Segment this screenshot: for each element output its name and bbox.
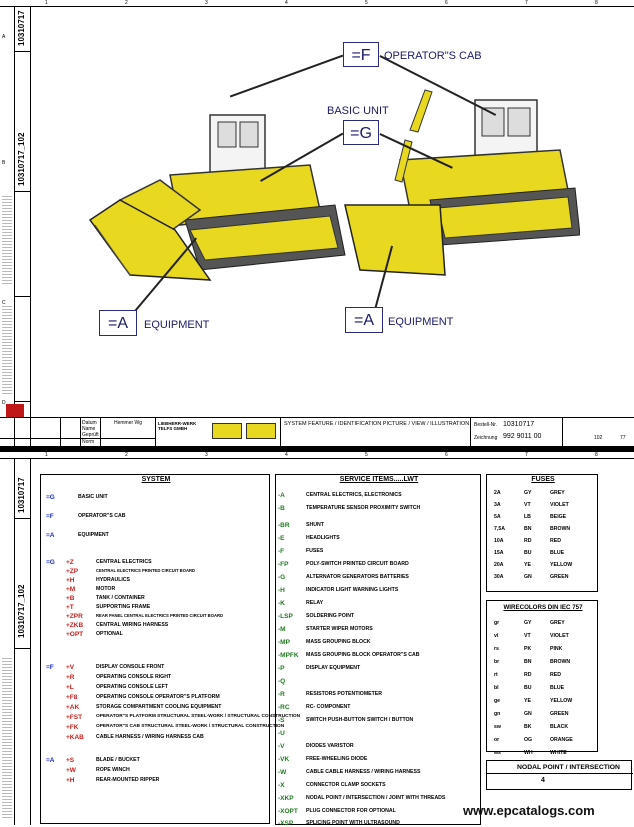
system-item: +F8 OPERATING CONSOLE OPERATOR"S PLATFORM: [66, 694, 220, 701]
service-item: -MPFK MASS GROUPING BLOCK OPERATOR"S CAB: [278, 652, 420, 659]
bestell-no: 10310717: [503, 421, 535, 428]
wirecolors-title: WIRECOLORS DIN IEC 757: [503, 604, 583, 611]
ruler-num: 2: [125, 452, 128, 458]
title-block: [0, 417, 634, 447]
service-item: -XKP NODAL POINT / INTERSECTION / JOINT WITH THREADS: [278, 795, 446, 802]
service-item: -XSP SPLICING POINT WITH ULTRASOUND: [278, 820, 400, 827]
service-item: -W CABLE CABLE HARNESS / WIRING HARNESS: [278, 769, 421, 776]
ruler-num: 5: [365, 452, 368, 458]
ruler-num: 7: [525, 0, 528, 6]
system-item: +L OPERATING CONSOLE LEFT: [66, 684, 168, 691]
wirecolor-row: sw BK BLACK: [494, 724, 569, 730]
wirecolor-rows: [494, 620, 594, 756]
system-item: +ZP CENTRAL ELECTRICS PRINTED CIRCUIT BOARD: [66, 568, 196, 575]
drawing-no-vertical: 10310717: [17, 477, 26, 513]
sheet-no: 102: [594, 435, 603, 441]
bestell-label: Bestell-Nr.: [474, 422, 498, 428]
g-code: =G: [46, 559, 55, 566]
margin-text: [2, 658, 12, 818]
system-item: +FST OPERATOR"S PLATFORM STRUCTURAL STEEL-WORK / STRUCTURAL CONSTRUCTION: [66, 714, 301, 721]
system-item: +AK STORAGE COMPARTMENT COOLING EQUIPMENT: [66, 704, 222, 711]
row-letter: C: [2, 300, 6, 306]
wirecolor-row: ge YE YELLOW: [494, 698, 573, 704]
a-code-box-left: =A: [99, 310, 137, 336]
nodal-value: 4: [541, 777, 545, 784]
watermark: www.epcatalogs.com: [463, 803, 595, 818]
basic-unit-label: BASIC UNIT: [327, 105, 389, 117]
wirecolor-row: br BN BROWN: [494, 659, 571, 665]
g-code-box: =G: [343, 120, 379, 145]
bottom-ruler: [0, 452, 634, 459]
service-item: -E HEADLIGHTS: [278, 535, 340, 542]
zeichnung-label: Zeichnung: [474, 435, 498, 441]
service-item: -S SWITCH PUSH-BUTTON SWITCH / BUTTON: [278, 717, 414, 724]
fuse-row: 10A RD RED: [494, 538, 561, 544]
service-item: -F FUSES: [278, 548, 324, 555]
fuse-row: 3A VT VIOLET: [494, 502, 569, 508]
ruler-num: 2: [125, 0, 128, 6]
ruler-num: 3: [205, 452, 208, 458]
wirecolor-row: rt RD RED: [494, 672, 561, 678]
wirecolor-row: gr GY GREY: [494, 620, 565, 626]
ruler-num: 4: [285, 0, 288, 6]
f-code: =F: [46, 664, 54, 671]
service-item: -BR SHUNT: [278, 522, 324, 529]
fuse-row: 20A YE YELLOW: [494, 562, 573, 568]
liebherr-logo-icon: [6, 404, 24, 418]
a-code: =A: [46, 757, 55, 764]
drawing-title: SYSTEM FEATURE / IDENTIFICATION PICTURE / VIEW / ILLUSTRATION: [284, 421, 470, 427]
fuse-row: 15A BU BLUE: [494, 550, 565, 556]
service-item: -A CENTRAL ELECTRICS, ELECTRONICS: [278, 492, 402, 499]
service-item: -VK FREE-WHEELING DIODE: [278, 756, 368, 763]
system-item: +S BLADE / BUCKET: [66, 757, 140, 764]
f-code-box: =F: [343, 42, 379, 67]
system-item: +OPT OPTIONAL: [66, 631, 123, 638]
service-title: SERVICE ITEMS.....LWT: [339, 476, 419, 483]
top-ruler: [0, 0, 634, 7]
system-item: +B TANK / CONTAINER: [66, 595, 145, 602]
wirecolor-row: rs PK PINK: [494, 646, 563, 652]
liebherr-name: LIEBHERR-WERK TELFS GMBH: [158, 421, 197, 431]
system-item: +H REAR-MOUNTED RIPPER: [66, 777, 160, 784]
fuses-rows: [494, 490, 594, 590]
ruler-num: 8: [595, 452, 598, 458]
author: Hemmer Wg: [114, 420, 143, 426]
ruler-num: 7: [525, 452, 528, 458]
fuses-title: FUSES: [531, 476, 555, 483]
system-item: +KAB CABLE HARNESS / WIRING HARNESS CAB: [66, 734, 204, 741]
service-item: -K RELAY: [278, 600, 324, 607]
f-label: OPERATOR"S CAB: [384, 50, 482, 62]
ruler-num: 8: [595, 0, 598, 6]
service-list: [278, 492, 478, 825]
service-item: -U: [278, 730, 285, 737]
system-item: +Z CENTRAL ELECTRICS: [66, 559, 152, 566]
service-item: -M STARTER WIPER MOTORS: [278, 626, 373, 633]
fuse-row: 5A LB BEIGE: [494, 514, 567, 520]
service-item: -G ALTERNATOR GENERATORS BATTERIES: [278, 574, 409, 581]
col-label: Geprüft: [82, 432, 99, 438]
crawler-dozer-icon: [345, 90, 580, 275]
sheet-of: 77: [620, 435, 626, 441]
ruler-num: 1: [45, 452, 48, 458]
system-item: +ZKB CENTRAL WIRING HARNESS: [66, 622, 169, 629]
fuse-row: 30A GN GREEN: [494, 574, 569, 580]
row-letter: A: [2, 34, 6, 40]
service-item: -P DISPLAY EQUIPMENT: [278, 665, 361, 672]
service-item: -V DIODES VARISTOR: [278, 743, 354, 750]
track-loader-icon: [90, 115, 345, 280]
col-label: Datum: [82, 420, 97, 426]
system-item: +R OPERATING CONSOLE RIGHT: [66, 674, 172, 681]
wirecolor-row: gn GN GREEN: [494, 711, 569, 717]
wirecolor-row: vi VT VIOLET: [494, 633, 569, 639]
mini-dozer-icon: [246, 423, 276, 439]
system-item: +V DISPLAY CONSOLE FRONT: [66, 664, 165, 671]
bottom-margin-strip: [0, 458, 31, 825]
service-item: -MP MASS GROUPING BLOCK: [278, 639, 371, 646]
nodal-title: NODAL POINT / INTERSECTION: [517, 764, 620, 771]
service-item: -RC RC- COMPONENT: [278, 704, 351, 711]
mini-loader-icon: [212, 423, 242, 439]
service-item: -LSP SOLDERING POINT: [278, 613, 355, 620]
row-letter: D: [2, 400, 6, 406]
ruler-num: 5: [365, 0, 368, 6]
ruler-num: 6: [445, 452, 448, 458]
drawing-no-vertical-2: 10310717_102: [17, 584, 26, 638]
a-code-box-right: =A: [345, 307, 383, 333]
fuse-row: 7,5A BN BROWN: [494, 526, 571, 532]
system-item: +ZPR REAR PANEL CENTRAL ELECTRICS PRINTED CIRCUIT BOARD: [66, 613, 224, 620]
system-item: +T SUPPORTING FRAME: [66, 604, 151, 611]
system-item: +H HYDRAULICS: [66, 577, 131, 584]
service-item: -H INDICATOR LIGHT WARNING LIGHTS: [278, 587, 399, 594]
col-label: Norm: [82, 439, 95, 445]
row-letter: B: [2, 160, 6, 166]
margin-text: [2, 306, 12, 396]
system-group: =F OPERATOR"S CAB: [46, 513, 126, 520]
a-label-right: EQUIPMENT: [388, 316, 454, 328]
service-item: -R RESISTORS POTENTIOMETER: [278, 691, 382, 698]
wirecolor-row: bl BU BLUE: [494, 685, 565, 691]
ruler-num: 6: [445, 0, 448, 6]
bottom-sheet: [0, 452, 634, 825]
machine-illustration: [60, 60, 580, 320]
a-label-left: EQUIPMENT: [144, 319, 210, 331]
margin-text: [2, 196, 12, 286]
service-item: -B TEMPERATURE SENSOR PROXIMITY SWITCH: [278, 505, 421, 512]
ruler-num: 3: [205, 0, 208, 6]
system-item: +W ROPE WINCH: [66, 767, 130, 774]
drawing-no-vertical: 10310717: [17, 10, 26, 46]
system-title: SYSTEM: [141, 476, 171, 483]
service-item: -XOPT PLUG CONNECTOR FOR OPTIONAL: [278, 808, 396, 815]
system-item: +M MOTOR: [66, 586, 116, 593]
ruler-num: 4: [285, 452, 288, 458]
zeichnung-no: 992 9011 00: [503, 433, 542, 440]
top-margin-strip: [0, 6, 31, 446]
service-item: -X CONNECTOR CLAMP SOCKETS: [278, 782, 386, 789]
system-group: =G BASIC UNIT: [46, 494, 108, 501]
nodal-box: [486, 760, 632, 790]
drawing-no-vertical-2: 10310717_102: [17, 132, 26, 186]
wirecolor-row: or OG ORANGE: [494, 737, 573, 743]
ruler-num: 1: [45, 0, 48, 6]
service-item: -FP POLY-SWITCH PRINTED CIRCUIT BOARD: [278, 561, 409, 568]
col-label: Name: [82, 426, 96, 432]
system-group: =A EQUIPMENT: [46, 532, 109, 539]
service-item: -Q: [278, 678, 286, 685]
system-item: +FK OPERATOR"S CAB STRUCTURAL STEEL-WORK / STRUCTURAL CONSTRUCTION: [66, 724, 285, 731]
wirecolor-row: ws WH WHITE: [494, 750, 567, 756]
fuse-row: 2A GY GREY: [494, 490, 565, 496]
